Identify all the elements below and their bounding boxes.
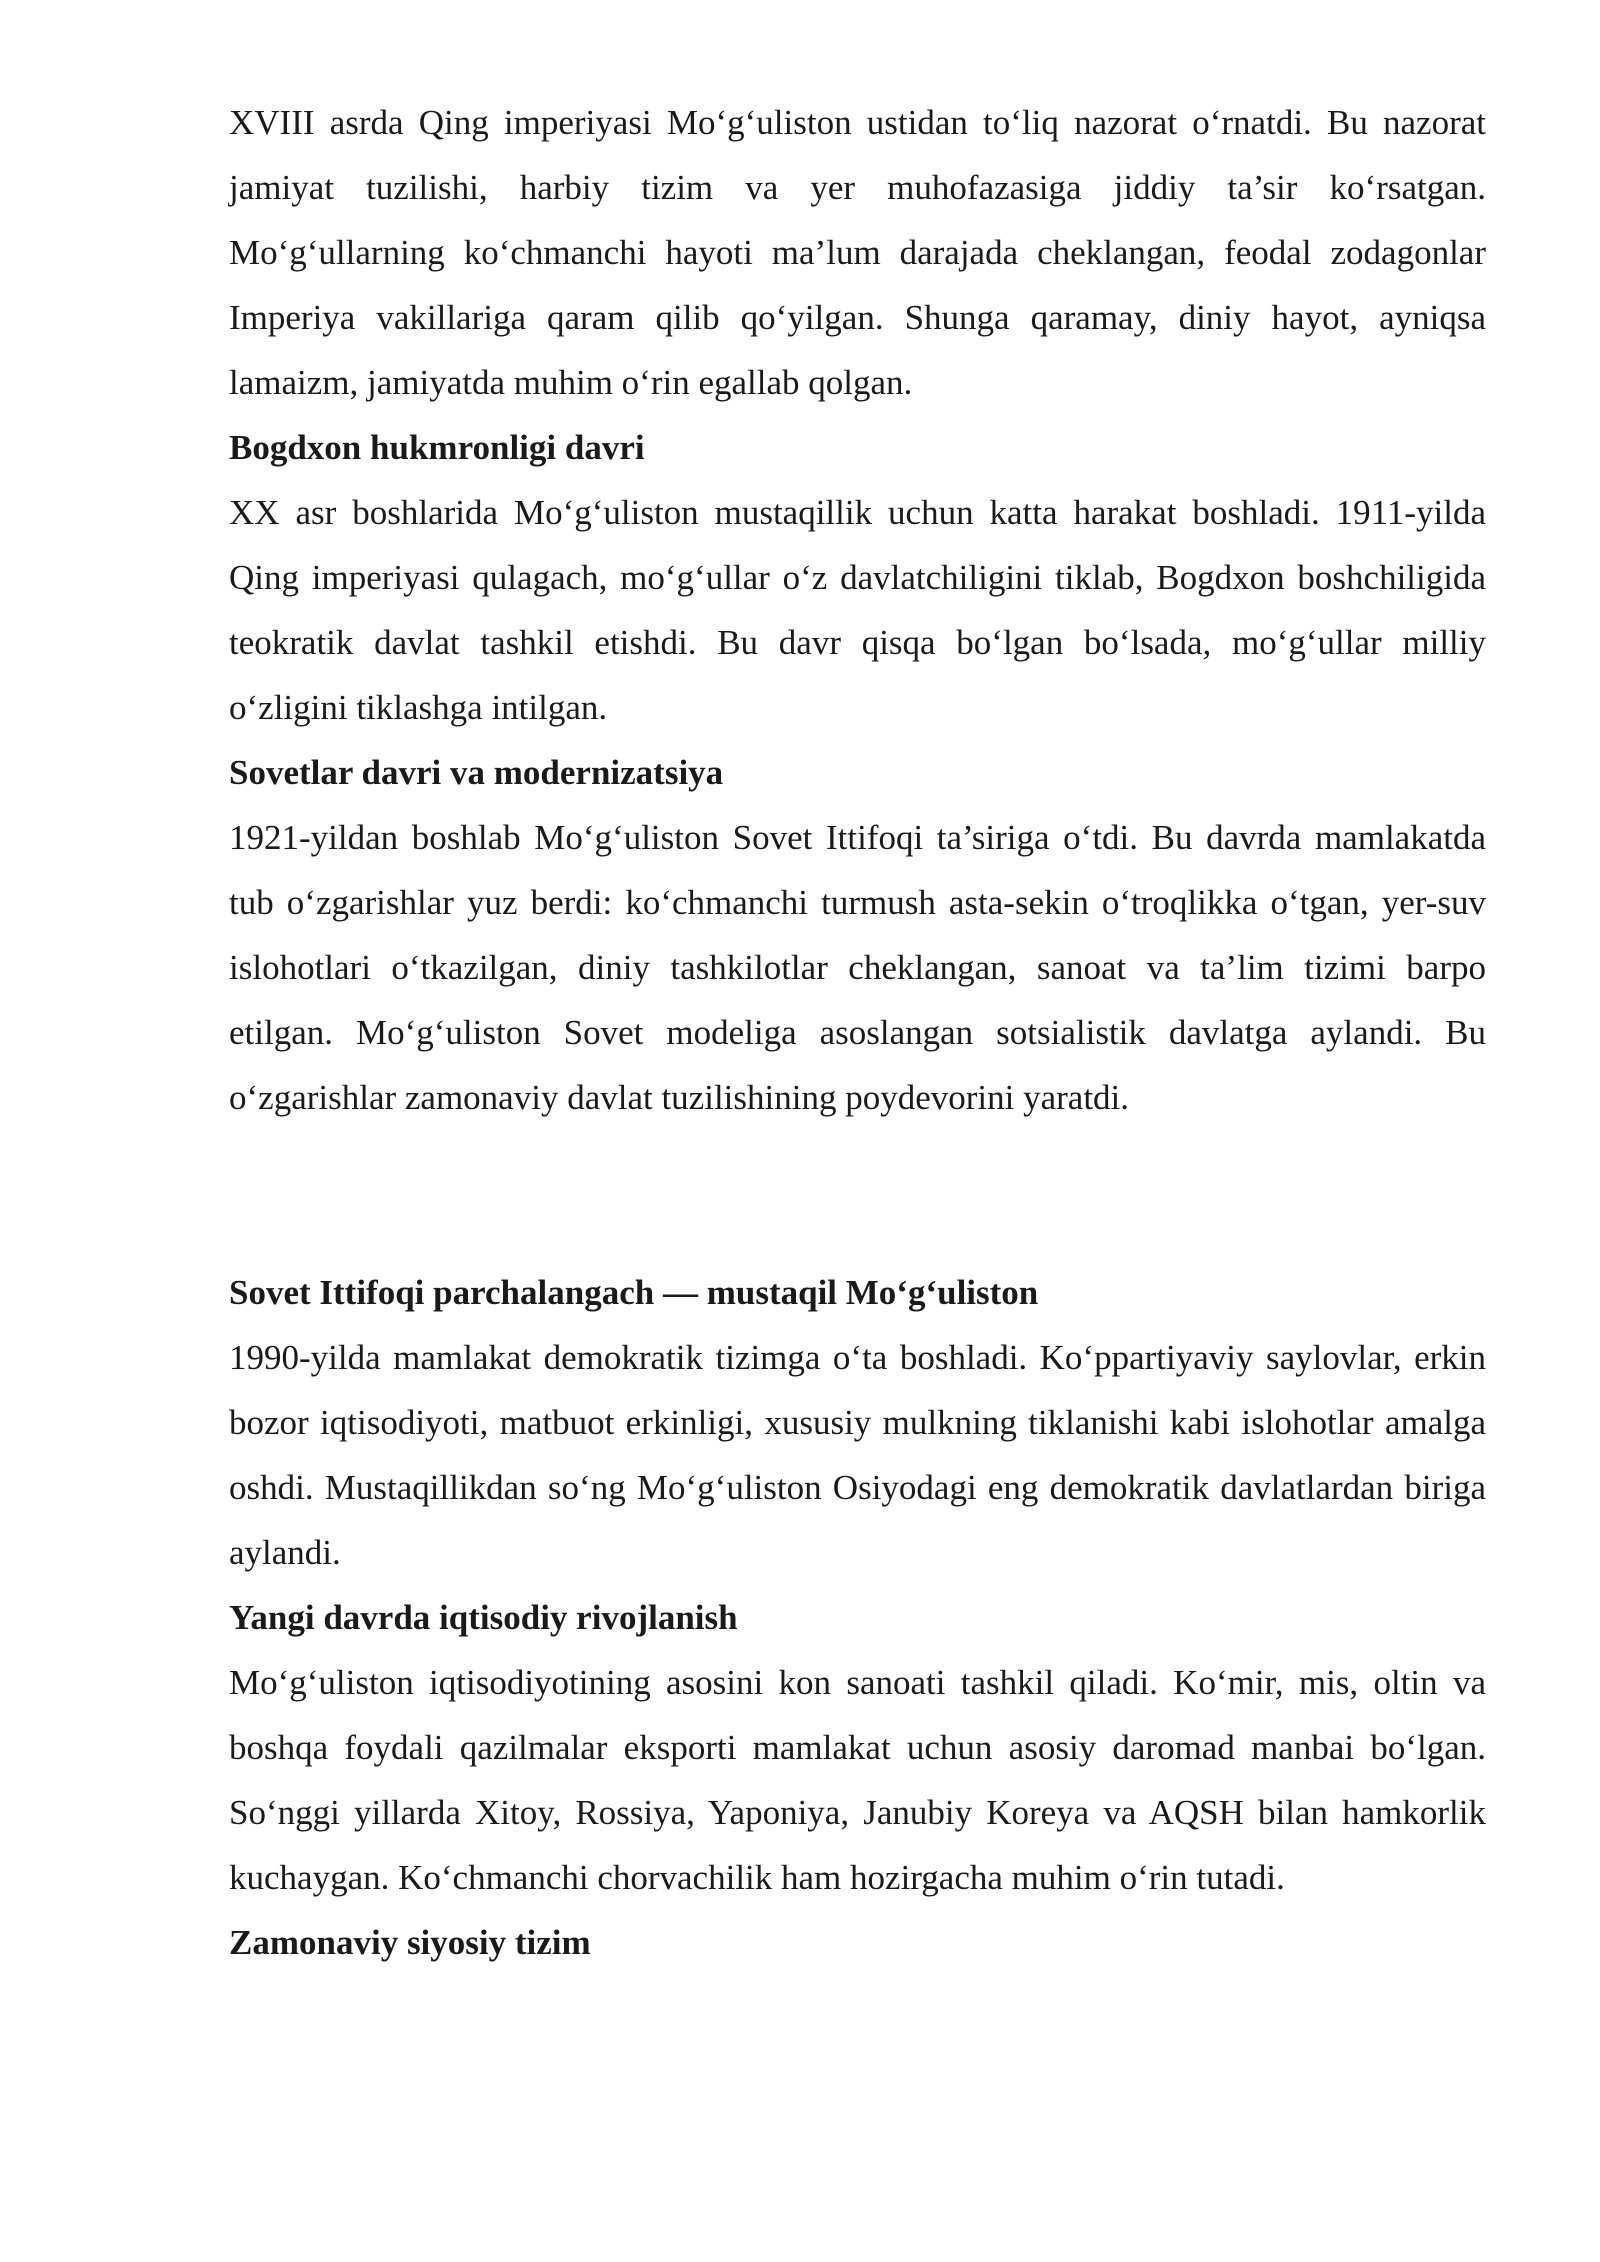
paragraph-economic-development: Mo‘g‘uliston iqtisodiyotining asosini kon sanoati tashkil qiladi. Ko‘mir, mis, oltin va boshqa foydali qazilmalar eksporti mamlakat uchun asosiy daromad manbai bo‘lgan. So‘nggi yillarda Xitoy, Rossiya, Yaponiya, Janubiy Koreya va AQSH bilan hamkorlik kuchaygan. Ko‘chmanchi chorvachilik ham hozirgacha muhim o‘rin tutadi. [229, 1663, 1486, 1897]
heading-political-system: Zamonaviy siyosiy tizim [229, 1923, 591, 1962]
heading-economic-development: Yangi davrda iqtisodiy rivojlanish [229, 1598, 738, 1637]
paragraph-independent-mongolia: 1990-yilda mamlakat demokratik tizimga o‘ta boshladi. Ko‘ppartiyaviy saylovlar, erkin bozor iqtisodiyoti, matbuot erkinligi, xususiy mulkning tiklanishi kabi islohotlar amalga oshdi. Mustaqillikdan so‘ng Mo‘g‘uliston Osiyodagi eng demokratik davlatlardan biriga aylandi. [229, 1338, 1486, 1572]
paragraph-qing-control: XVIII asrda Qing imperiyasi Mo‘g‘uliston ustidan to‘liq nazorat o‘rnatdi. Bu nazorat jamiyat tuzilishi, harbiy tizim va yer muhofazasiga jiddiy ta’sir ko‘rsatgan. Mo‘g‘ullarning ko‘chmanchi hayoti ma’lum darajada cheklangan, feodal zodagonlar Imperiya vakillariga qaram qilib qo‘yilgan. Shunga qaramay, diniy hayot, ayniqsa lamaizm, jamiyatda muhim o‘rin egallab qolgan. [229, 103, 1486, 402]
paragraph-soviet-period: 1921-yildan boshlab Mo‘g‘uliston Sovet Ittifoqi ta’siriga o‘tdi. Bu davrda mamlakatda tub o‘zgarishlar yuz berdi: ko‘chmanchi turmush asta-sekin o‘troqlikka o‘tgan, yer-suv islohotlari o‘tkazilgan, diniy tashkilotlar cheklangan, sanoat va ta’lim tizimi barpo etilgan. Mo‘g‘uliston Sovet modeliga asoslangan sotsialistik davlatga aylandi. Bu o‘zgarishlar zamonaviy davlat tuzilishining poydevorini yaratdi. [229, 818, 1486, 1117]
section-gap [229, 1130, 1486, 1260]
heading-independent-mongolia: Sovet Ittifoqi parchalangach — mustaqil Mo‘g‘uliston [229, 1273, 1039, 1312]
paragraph-bogdxon: XX asr boshlarida Mo‘g‘uliston mustaqillik uchun katta harakat boshladi. 1911-yilda Qing imperiyasi qulagach, mo‘g‘ullar o‘z davlatchiligini tiklab, Bogdxon boshchiligida teokratik davlat tashkil etishdi. Bu davr qisqa bo‘lgan bo‘lsada, mo‘g‘ullar milliy o‘zligini tiklashga intilgan. [229, 493, 1486, 727]
heading-bogdxon: Bogdxon hukmronligi davri [229, 428, 645, 467]
document-page [229, 90, 1486, 1975]
heading-soviet-period: Sovetlar davri va modernizatsiya [229, 753, 724, 792]
